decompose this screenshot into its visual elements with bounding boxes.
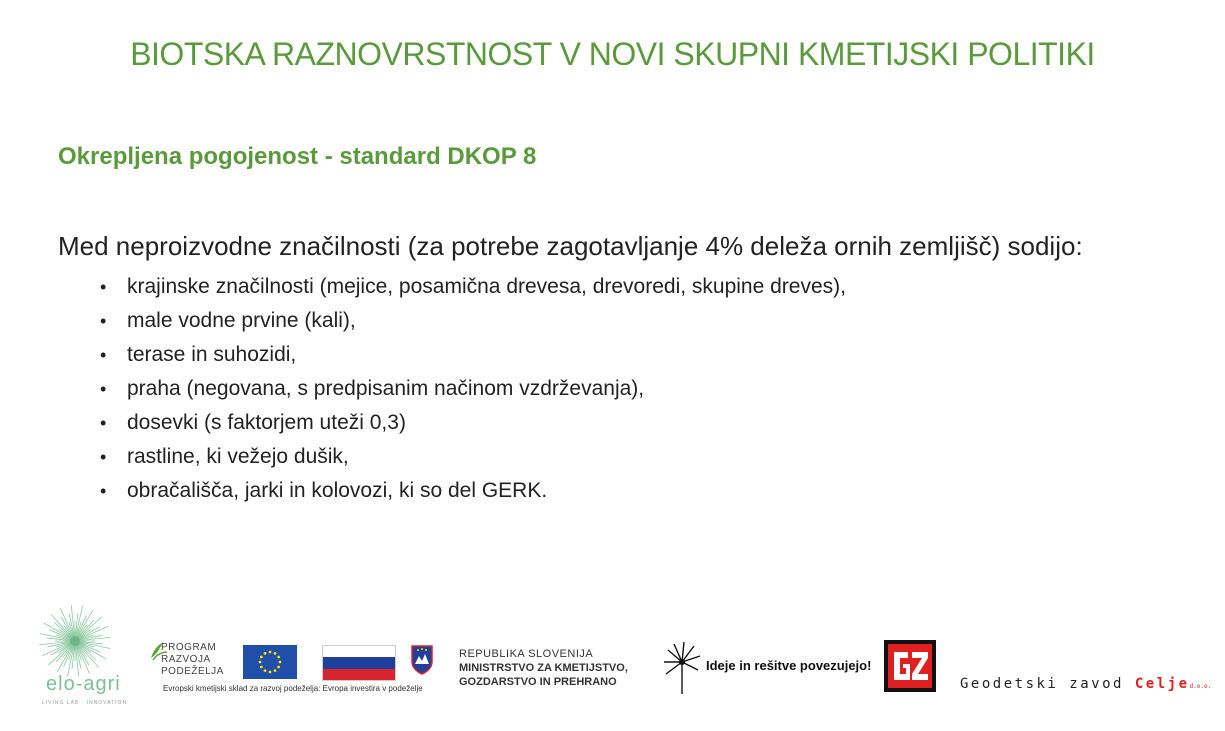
ministry-line2: MINISTRSTVO ZA KMETIJSTVO, [459, 662, 628, 674]
dandelion-icon [660, 640, 704, 696]
gz-company-name [960, 676, 1211, 692]
slide-subtitle: Okrepljena pogojenost - standard DKOP 8 [58, 143, 537, 170]
program-line3: PODEŽELJA [161, 666, 224, 677]
list-item [100, 406, 846, 440]
list-item-text: male vodne prvine (kali), [127, 309, 356, 332]
program-label [161, 642, 224, 678]
ministry-line3: GOZDARSTVO IN PREHRANO [459, 676, 617, 688]
slide-title: BIOTSKA RAZNOVRSTNOST V NOVI SKUPNI KMETIJSKI POLITIKI [130, 36, 1095, 72]
bullet-icon: • [100, 379, 107, 399]
list-item-text: terase in suhozidi, [127, 343, 297, 366]
ideje-slogan: Ideje in rešitve povezujejo! [706, 658, 872, 673]
list-item-text: obračališča, jarki in kolovozi, ki so del GERK. [127, 479, 548, 502]
ministry-line1: REPUBLIKA SLOVENIJA [459, 648, 594, 660]
list-item-text: praha (negovana, s predpisanim načinom vzdrževanja), [127, 377, 645, 400]
logo-footer [0, 570, 1225, 731]
elo-agri-name: elo-agri [46, 673, 121, 695]
list-item-text: krajinske značilnosti (mejice, posamična drevesa, drevoredi, skupine dreves), [127, 275, 846, 298]
eu-flag-icon [243, 645, 297, 679]
gz-suffix: d.o.o. [1189, 683, 1212, 690]
bullet-list [100, 270, 846, 508]
list-item [100, 372, 846, 406]
elo-agri-tagline: LIVING LAB · INNOVATION [42, 700, 128, 706]
bullet-icon: • [100, 447, 107, 467]
bullet-icon: • [100, 413, 107, 433]
eafrd-caption: Evropski kmetijski sklad za razvoj podeželja: Evropa investira v podeželje [163, 684, 423, 693]
program-line1: PROGRAM [161, 642, 217, 653]
gz-logo-icon [884, 640, 936, 692]
bullet-icon: • [100, 345, 107, 365]
list-item [100, 270, 846, 304]
list-item-text: dosevki (s faktorjem uteži 0,3) [127, 411, 406, 434]
list-item-text: rastline, ki vežejo dušik, [127, 445, 349, 468]
list-item [100, 338, 846, 372]
list-item [100, 474, 846, 508]
bullet-icon: • [100, 311, 107, 331]
gz-name-plain: Geodetski zavod [960, 676, 1135, 692]
list-item [100, 440, 846, 474]
bullet-icon: • [100, 277, 107, 297]
gz-name-red: Celje [1134, 676, 1190, 692]
coat-of-arms-icon [410, 644, 434, 676]
program-line2: RAZVOJA [161, 654, 211, 665]
bullet-icon: • [100, 481, 107, 501]
list-item [100, 304, 846, 338]
ministry-label [459, 647, 628, 689]
intro-text: Med neproizvodne značilnosti (za potrebe zagotavljanje 4% deleža ornih zemljišč) sodijo: [58, 231, 1083, 261]
slovenia-flag-icon [322, 645, 396, 681]
